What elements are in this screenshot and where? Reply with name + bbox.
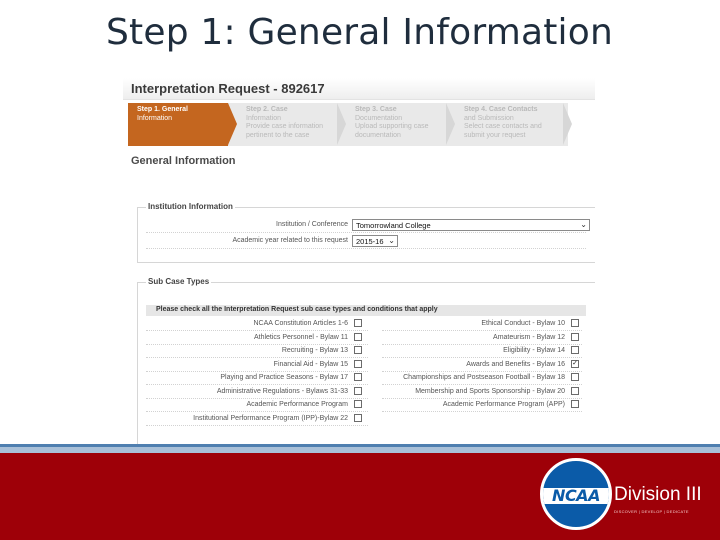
sub-case-instruction: Please check all the Interpretation Request sub case types and conditions that apply [156, 306, 438, 313]
step-1-title: Step 1. General [137, 106, 188, 113]
sub-case-types-fieldset [137, 277, 595, 444]
sub-case-checkbox[interactable] [354, 387, 362, 395]
chevron-down-icon: ⌄ [388, 236, 395, 245]
step-progress-bar [128, 103, 568, 146]
footer-band [0, 453, 720, 540]
sub-case-label: Administrative Regulations - Bylaws 31-33 [216, 387, 348, 395]
sub-case-row [146, 345, 368, 358]
step-4-desc: and Submission [464, 114, 514, 122]
ncaa-logo [540, 458, 612, 530]
sub-case-checkbox[interactable] [354, 360, 362, 368]
sub-case-row [382, 399, 582, 412]
step-2-arrow [337, 103, 346, 145]
request-header [123, 78, 595, 100]
step-2-desc: Information [246, 114, 282, 122]
academic-year-row [146, 235, 586, 249]
academic-year-select[interactable] [352, 235, 398, 247]
sub-case-checkbox[interactable] [571, 319, 579, 327]
sub-case-label: NCAA Constitution Articles 1-6 [253, 320, 348, 327]
ncaa-logo-text: NCAA [552, 486, 600, 505]
step-2-desc-3: pertinent to the case [246, 131, 310, 139]
institution-info-legend: Institution Information [148, 202, 233, 211]
sub-case-row [146, 359, 368, 372]
sub-case-row [382, 332, 582, 345]
academic-year-value: 2015-16 [356, 237, 384, 246]
sub-case-row [382, 359, 582, 372]
step-3-case-documentation[interactable] [346, 103, 446, 146]
step-1-desc: Information [137, 114, 173, 122]
step-2-title: Step 2. Case [246, 106, 288, 113]
sub-case-checkbox[interactable] [354, 333, 362, 341]
sub-case-checkbox[interactable] [354, 373, 362, 381]
sub-case-row [146, 318, 368, 331]
step-3-desc-2: Upload supporting case [355, 123, 429, 130]
sub-case-checkbox[interactable] [571, 387, 579, 395]
section-heading: General Information [131, 155, 236, 167]
sub-case-label: Institutional Performance Program (IPP)-Bylaw 22 [193, 414, 348, 422]
sub-case-row [146, 372, 368, 385]
institution-label: Institution / Conference [276, 221, 348, 228]
step-2-desc-2: Provide case information [246, 123, 324, 130]
sub-case-label: Financial Aid - Bylaw 15 [273, 360, 348, 368]
step-2-case-information[interactable] [237, 103, 337, 146]
chevron-down-icon: ⌄ [580, 220, 587, 229]
institution-info-fieldset [137, 202, 595, 263]
institution-value: Tomorrowland College [356, 221, 431, 230]
step-4-desc-3: submit your request [464, 131, 526, 139]
sub-case-checkbox[interactable] [354, 319, 362, 327]
step-1-arrow [228, 103, 237, 145]
slide-title: Step 1: General Information [106, 12, 613, 53]
division-tagline: DISCOVER | DEVELOP | DEDICATE [614, 509, 689, 514]
sub-case-row [146, 413, 368, 426]
step-1-general[interactable] [128, 103, 228, 146]
step-4-contacts-submission[interactable] [455, 103, 563, 146]
step-4-desc-2: Select case contacts and [464, 123, 542, 130]
sub-case-label: Membership and Sports Sponsorship - Bylaw 20 [415, 387, 565, 395]
sub-case-label: Championships and Postseason Football - Bylaw 18 [403, 374, 565, 381]
sub-case-label: Academic Performance Program [246, 401, 348, 408]
sub-case-row [382, 386, 582, 399]
step-3-desc: Documentation [355, 114, 403, 122]
sub-case-label: Eligibility - Bylaw 14 [503, 347, 565, 354]
step-4-title: Step 4. Case Contacts [464, 106, 538, 113]
sub-case-label: Academic Performance Program (APP) [442, 401, 565, 408]
sub-case-checkbox[interactable] [571, 333, 579, 341]
step-3-arrow [446, 103, 455, 145]
sub-case-row [382, 318, 582, 331]
sub-case-label: Athletics Personnel - Bylaw 11 [253, 333, 348, 341]
step-4-arrow [563, 103, 572, 145]
sub-case-label: Ethical Conduct - Bylaw 10 [481, 320, 565, 327]
sub-case-label: Playing and Practice Seasons - Bylaw 17 [220, 374, 348, 381]
sub-case-checkbox[interactable] [571, 373, 579, 381]
sub-case-checkbox[interactable] [354, 346, 362, 354]
sub-case-row [146, 332, 368, 345]
step-3-title: Step 3. Case [355, 106, 397, 113]
interpretation-request-screenshot [123, 78, 595, 444]
division-label: Division III [614, 484, 702, 505]
sub-case-instruction-bar [146, 305, 586, 316]
sub-case-types-legend: Sub Case Types [148, 277, 210, 286]
sub-case-label: Awards and Benefits - Bylaw 16 [466, 360, 565, 368]
sub-case-checkbox[interactable] [571, 346, 579, 354]
sub-case-checkbox[interactable] [354, 400, 362, 408]
sub-case-label: Amateurism - Bylaw 12 [493, 333, 565, 341]
sub-case-row [382, 345, 582, 358]
request-title: Interpretation Request - 892617 [131, 81, 325, 96]
sub-case-row [382, 372, 582, 385]
sub-case-checkbox[interactable] [571, 400, 579, 408]
step-3-desc-3: documentation [355, 131, 401, 139]
sub-case-checkbox[interactable] [354, 414, 362, 422]
sub-case-row [146, 399, 368, 412]
institution-row [146, 219, 586, 233]
sub-case-row [146, 386, 368, 399]
academic-year-label: Academic year related to this request [232, 237, 348, 244]
sub-case-checkbox-checked[interactable]: ✓ [572, 359, 578, 367]
institution-select[interactable] [352, 219, 590, 231]
sub-case-label: Recruiting - Bylaw 13 [281, 347, 348, 354]
